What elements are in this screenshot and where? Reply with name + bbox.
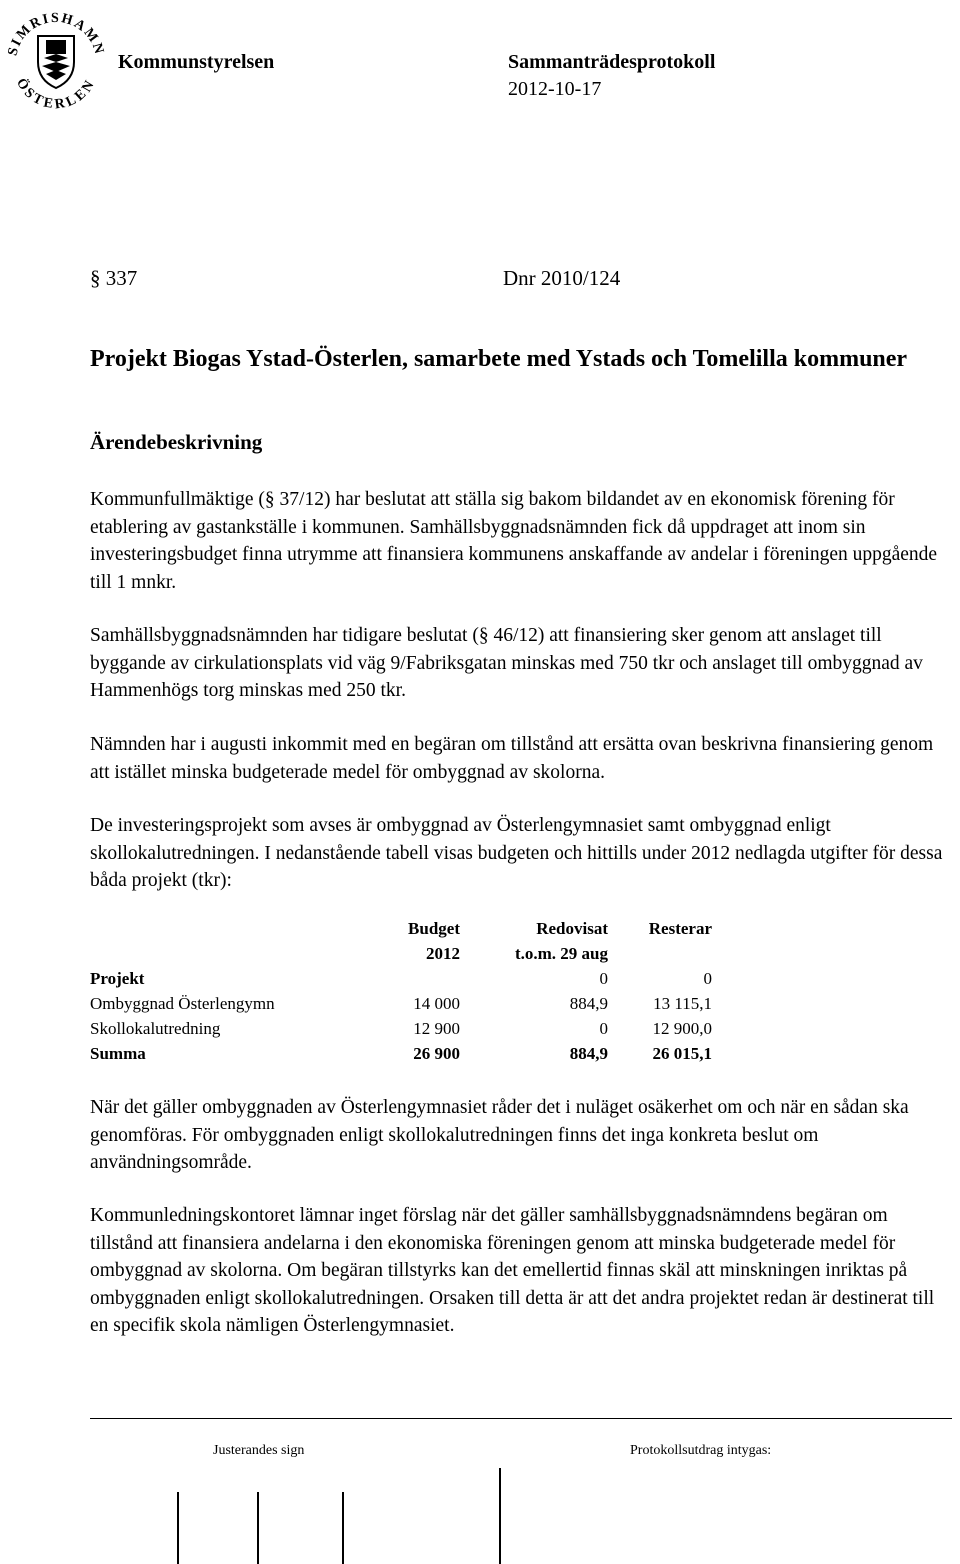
table-cell: Ombyggnad Österlengymn: [90, 994, 275, 1013]
case-description-heading: Ärendebeskrivning: [90, 430, 263, 454]
municipality-logo: [0, 0, 112, 120]
footer-protokollsutdrag: Protokollsutdrag intygas:: [630, 1443, 772, 1458]
table-cell: 26 900: [413, 1044, 460, 1063]
table-header-row: [90, 914, 712, 939]
paragraph-1: Kommunfullmäktige (§ 37/12) har beslutat att ställa sig bakom bildandet av en ekonomisk förening för etablering av gastankställe i kommunen. Samhällsbyggnadsnämnden fick då uppdraget att inom sin investeringsbudget finna utrymme att finansiera kommunens anskaffande av andelar i föreningen uppgående till 1 mnkr.: [90, 489, 938, 593]
table-header-cell: Budget: [408, 919, 460, 938]
paragraph-6: Kommunledningskontoret lämnar inget förslag när det gäller samhällsbyggnadsnämndens begäran om tillstånd att finansiera andelarna i den ekonomiska föreningen genom att minska budgeterade medel för ombyggnad av skolorna. Om begäran tillstyrks kan det emellertid finnas skäl att minskningen inriktas på ombyggnaden enligt skollokalutredningen. Orsaken till detta är att det andra projektet redan är destinerat till en specifik skola nämligen Österlengymnasiet.: [90, 1205, 935, 1336]
logo-text-bottom: ÖSTERLEN: [12, 75, 99, 113]
signature-box-line: [177, 1492, 179, 1564]
table-cell: Skollokalutredning: [90, 1019, 221, 1038]
table-cell: 12 900,0: [652, 1019, 712, 1038]
table-header-cell: Resterar: [648, 919, 712, 938]
table-header-cell: t.o.m. 29 aug: [514, 944, 608, 963]
table-header-cell: [90, 939, 382, 964]
paragraph-5: När det gäller ombyggnaden av Österlengymnasiet råder det i nuläget osäkerhet om och när en sådan ska genomföras. För ombyggnaden enligt skollokalutredningen finns det inga konkreta beslut om användningsområde.: [90, 1097, 909, 1173]
section-number: § 337: [90, 266, 138, 290]
table-header-row: [90, 939, 712, 964]
table-row: [90, 989, 712, 1014]
table-cell: 26 015,1: [652, 1044, 712, 1063]
table-cell: Summa: [90, 1044, 146, 1063]
signature-box-line: [257, 1492, 259, 1564]
signature-box-line: [342, 1492, 344, 1564]
footer-divider: [90, 1418, 952, 1419]
table-cell: 884,9: [569, 1044, 608, 1063]
table-cell: [382, 964, 460, 989]
diary-number: Dnr 2010/124: [503, 266, 621, 290]
table-row: [90, 964, 712, 989]
table-header-cell: [90, 914, 382, 939]
coat-of-arms-icon: [38, 36, 74, 88]
budget-table: [90, 914, 712, 1064]
paragraph-3: Nämnden har i augusti inkommit med en begäran om tillstånd att ersätta ovan beskrivna finansiering genom att istället minska budgeterade medel för ombyggnad av skolorna.: [90, 734, 934, 783]
table-header-cell: 2012: [426, 944, 460, 963]
logo-text-top: SIMRISHAMN: [5, 10, 107, 58]
table-cell: 0: [703, 969, 712, 988]
table-cell: 14 000: [413, 994, 460, 1013]
table-header-cell: [608, 939, 712, 964]
table-cell: 0: [599, 1019, 608, 1038]
organization-name: Kommunstyrelsen: [118, 51, 275, 73]
table-header-cell: Redovisat: [536, 919, 608, 938]
signature-box-line: [499, 1468, 501, 1564]
footer-justerandes-sign: Justerandes sign: [213, 1443, 305, 1458]
table-cell: 12 900: [413, 1019, 460, 1038]
table-cell: Projekt: [90, 969, 145, 988]
paragraph-2: Samhällsbyggnadsnämnden har tidigare beslutat (§ 46/12) att finansiering sker genom att anslaget till byggande av cirkulationsplats vid väg 9/Fabriksgatan minskas med 750 tkr och anslaget till ombyggnad av Hammenhögs torg minskas med 250 tkr.: [90, 625, 923, 701]
document-type: Sammanträdesprotokoll: [508, 51, 716, 73]
table-total-row: [90, 1039, 712, 1064]
table-cell: 13 115,1: [653, 994, 712, 1013]
table-cell: 0: [599, 969, 608, 988]
meeting-date: 2012-10-17: [508, 78, 602, 100]
table-cell: 884,9: [569, 994, 608, 1013]
paragraph-4: De investeringsprojekt som avses är ombyggnad av Österlengymnasiet samt ombyggnad enligt skollokalutredningen. I nedanstående tabell visas budgeten och hittills under 2012 nedlagda utgifter för dessa båda projekt (tkr):: [90, 815, 943, 891]
table-row: [90, 1014, 712, 1039]
case-title: Projekt Biogas Ystad-Österlen, samarbete med Ystads och Tomelilla kommuner: [90, 346, 908, 372]
